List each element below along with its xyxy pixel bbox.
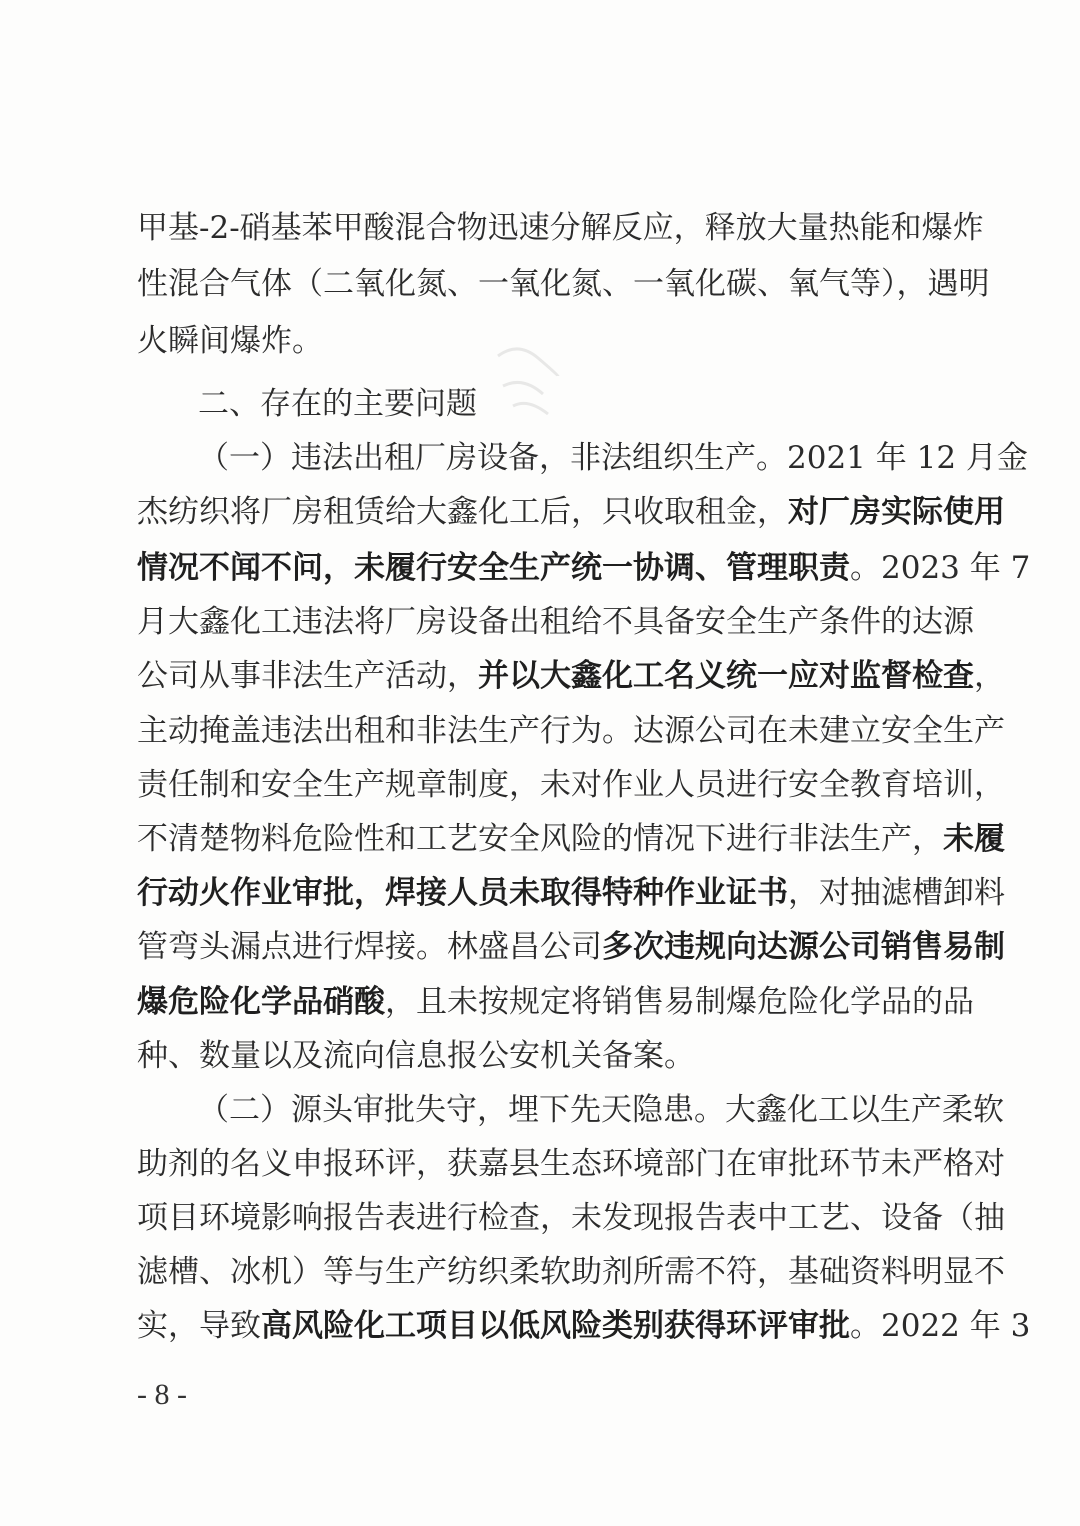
text-span: 实，导致: [137, 1308, 261, 1344]
text-line: [137, 757, 1005, 813]
text-line: [137, 919, 1005, 975]
text-line: [137, 256, 990, 312]
text-line: [137, 200, 984, 256]
bold-text-span: 多次违规向达源公司销售易制: [602, 929, 1005, 965]
text-span: 管弯头漏点进行焊接。林盛昌公司: [137, 929, 602, 965]
text-span: （二）源头审批失守，埋下先天隐患。大鑫化工以生产柔软: [198, 1092, 1004, 1128]
bold-text-span: 未履: [943, 821, 1005, 857]
text-line: [137, 1298, 1031, 1354]
text-line: [137, 1190, 1005, 1246]
bold-text-span: 对厂房实际使用: [788, 494, 1005, 530]
text-span: （一）违法出租厂房设备，非法组织生产。2021 年 12 月金: [198, 440, 1028, 476]
text-span: 。2022 年 3: [850, 1308, 1031, 1344]
text-span: ，: [974, 658, 1005, 694]
text-line: [137, 974, 974, 1030]
text-line: [198, 430, 1028, 486]
text-span: 二、存在的主要问题: [198, 386, 477, 422]
text-line: [137, 594, 974, 650]
text-line: [198, 1082, 1004, 1138]
text-line: [137, 484, 1005, 540]
section-heading: [198, 376, 998, 432]
text-span: 滤槽、冰机）等与生产纺织柔软助剂所需不符，基础资料明显不: [137, 1254, 1005, 1290]
text-span: 助剂的名义申报环评，获嘉县生态环境部门在审批环节未严格对: [137, 1146, 1005, 1182]
text-span: 不清楚物料危险性和工艺安全风险的情况下进行非法生产，: [137, 821, 943, 857]
bold-text-span: 行动火作业审批，焊接人员未取得特种作业证书: [137, 875, 788, 911]
text-span: 杰纺织将厂房租赁给大鑫化工后，只收取租金，: [137, 494, 788, 530]
bold-text-span: 爆危险化学品硝酸: [137, 984, 385, 1020]
text-span: 主动掩盖违法出租和非法生产行为。达源公司在未建立安全生产: [137, 713, 1005, 749]
text-span: 责任制和安全生产规章制度，未对作业人员进行安全教育培训，: [137, 767, 1005, 803]
text-span: 火瞬间爆炸。: [137, 323, 323, 359]
bold-text-span: 并以大鑫化工名义统一应对监督检查: [478, 658, 974, 694]
text-line: [137, 313, 937, 369]
text-span: 性混合气体（二氧化氮、一氧化氮、一氧化碳、氧气等），遇明: [137, 266, 990, 302]
text-line: [137, 540, 1031, 596]
text-span: 。2023 年 7: [850, 550, 1031, 586]
text-line: [137, 648, 1005, 704]
text-line: [137, 1244, 1005, 1300]
text-span: 月大鑫化工违法将厂房设备出租给不具备安全生产条件的达源: [137, 604, 974, 640]
text-span: 种、数量以及流向信息报公安机关备案。: [137, 1038, 695, 1074]
text-line: [137, 703, 1005, 759]
text-span: ，且未按规定将销售易制爆危险化学品的品: [385, 984, 974, 1020]
text-line: [137, 1028, 937, 1084]
text-span: ，对抽滤槽卸料: [788, 875, 1005, 911]
text-span: 项目环境影响报告表进行检查，未发现报告表中工艺、设备（抽: [137, 1200, 1005, 1236]
text-line: [137, 1136, 1005, 1192]
bold-text-span: 情况不闻不问，未履行安全生产统一协调、管理职责: [137, 550, 850, 586]
page-number: - 8 -: [137, 1378, 187, 1411]
text-line: [137, 865, 1005, 921]
text-line: [137, 811, 1005, 867]
text-span: 甲基-2-硝基苯甲酸混合物迅速分解反应，释放大量热能和爆炸: [137, 210, 984, 246]
bold-text-span: 高风险化工项目以低风险类别获得环评审批: [261, 1308, 850, 1344]
text-span: 公司从事非法生产活动，: [137, 658, 478, 694]
